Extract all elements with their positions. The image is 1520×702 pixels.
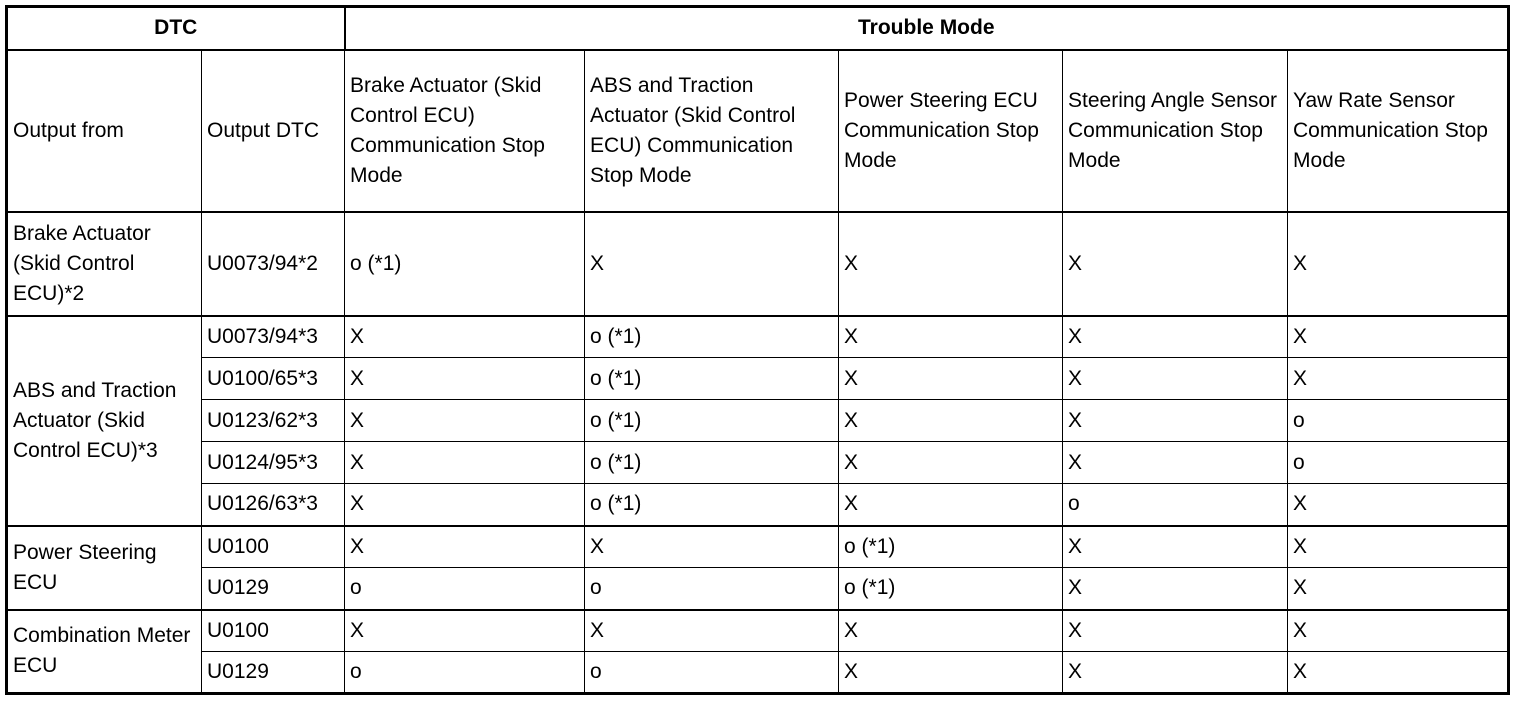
mode-cell: X	[345, 358, 585, 400]
dtc-trouble-mode-table	[5, 5, 1510, 695]
mode-cell: X	[585, 610, 839, 652]
mode-cell: X	[585, 526, 839, 568]
mode-cell: o	[345, 568, 585, 610]
mode-cell: X	[1288, 652, 1509, 694]
mode-cell: o (*1)	[585, 400, 839, 442]
mode-cell: o	[585, 652, 839, 694]
mode-cell: X	[1063, 652, 1288, 694]
mode-cell: X	[839, 358, 1063, 400]
mode-cell: o	[1288, 442, 1509, 484]
mode-cell: X	[1288, 526, 1509, 568]
output-from-cell: Power Steering ECU	[7, 526, 202, 610]
dtc-code-cell: U0129	[202, 568, 345, 610]
dtc-code-cell: U0073/94*3	[202, 316, 345, 358]
table-row	[7, 316, 1509, 358]
dtc-code-cell: U0124/95*3	[202, 442, 345, 484]
table-row	[7, 526, 1509, 568]
mode-cell: X	[1288, 568, 1509, 610]
mode-cell: X	[1063, 442, 1288, 484]
mode-cell: o (*1)	[585, 484, 839, 526]
col-header-power-steering: Power Steering ECU Communication Stop Mode	[839, 50, 1063, 212]
mode-cell: X	[839, 212, 1063, 316]
mode-cell: X	[1063, 358, 1288, 400]
mode-cell: X	[1063, 212, 1288, 316]
mode-cell: X	[345, 316, 585, 358]
table-row	[7, 484, 1509, 526]
group-header-row	[7, 7, 1509, 50]
mode-cell: X	[1288, 316, 1509, 358]
mode-cell: X	[839, 484, 1063, 526]
mode-cell: X	[345, 610, 585, 652]
dtc-code-cell: U0100	[202, 526, 345, 568]
output-from-cell: Combination Meter ECU	[7, 610, 202, 694]
mode-cell: X	[1288, 610, 1509, 652]
mode-cell: o (*1)	[585, 442, 839, 484]
mode-cell: X	[839, 610, 1063, 652]
mode-cell: o	[345, 652, 585, 694]
dtc-code-cell: U0126/63*3	[202, 484, 345, 526]
table-row	[7, 358, 1509, 400]
table-row	[7, 568, 1509, 610]
mode-cell: o (*1)	[345, 212, 585, 316]
col-header-output-dtc: Output DTC	[202, 50, 345, 212]
mode-cell: o	[585, 568, 839, 610]
mode-cell: X	[345, 484, 585, 526]
dtc-code-cell: U0129	[202, 652, 345, 694]
mode-cell: X	[839, 316, 1063, 358]
col-header-brake-actuator: Brake Actuator (Skid Control ECU) Communication Stop Mode	[345, 50, 585, 212]
table-row	[7, 652, 1509, 694]
mode-cell: o (*1)	[839, 568, 1063, 610]
col-header-abs-traction: ABS and Traction Actuator (Skid Control ECU) Communication Stop Mode	[585, 50, 839, 212]
output-from-cell: ABS and Traction Actuator (Skid Control ECU)*3	[7, 316, 202, 526]
mode-cell: X	[345, 442, 585, 484]
table-row	[7, 442, 1509, 484]
mode-cell: o (*1)	[839, 526, 1063, 568]
mode-cell: o (*1)	[585, 358, 839, 400]
dtc-group-header: DTC	[7, 7, 345, 50]
mode-cell: X	[1063, 400, 1288, 442]
mode-cell: X	[1063, 610, 1288, 652]
mode-cell: o	[1063, 484, 1288, 526]
dtc-code-cell: U0100	[202, 610, 345, 652]
mode-cell: X	[1288, 358, 1509, 400]
col-header-steering-angle: Steering Angle Sensor Communication Stop Mode	[1063, 50, 1288, 212]
mode-cell: X	[1288, 484, 1509, 526]
mode-cell: X	[1063, 568, 1288, 610]
col-header-output-from: Output from	[7, 50, 202, 212]
mode-cell: X	[1063, 526, 1288, 568]
mode-cell: X	[1288, 212, 1509, 316]
mode-cell: X	[1063, 316, 1288, 358]
mode-cell: X	[839, 442, 1063, 484]
mode-cell: X	[345, 526, 585, 568]
table-row	[7, 400, 1509, 442]
dtc-code-cell: U0123/62*3	[202, 400, 345, 442]
column-header-row	[7, 50, 1509, 212]
col-header-yaw-rate: Yaw Rate Sensor Communication Stop Mode	[1288, 50, 1509, 212]
dtc-code-cell: U0100/65*3	[202, 358, 345, 400]
mode-cell: X	[839, 400, 1063, 442]
mode-cell: X	[585, 212, 839, 316]
table-row	[7, 212, 1509, 316]
mode-cell: X	[839, 652, 1063, 694]
mode-cell: o (*1)	[585, 316, 839, 358]
output-from-cell: Brake Actuator (Skid Control ECU)*2	[7, 212, 202, 316]
dtc-code-cell: U0073/94*2	[202, 212, 345, 316]
mode-cell: X	[345, 400, 585, 442]
mode-cell: o	[1288, 400, 1509, 442]
trouble-mode-group-header: Trouble Mode	[345, 7, 1509, 50]
table-row	[7, 610, 1509, 652]
